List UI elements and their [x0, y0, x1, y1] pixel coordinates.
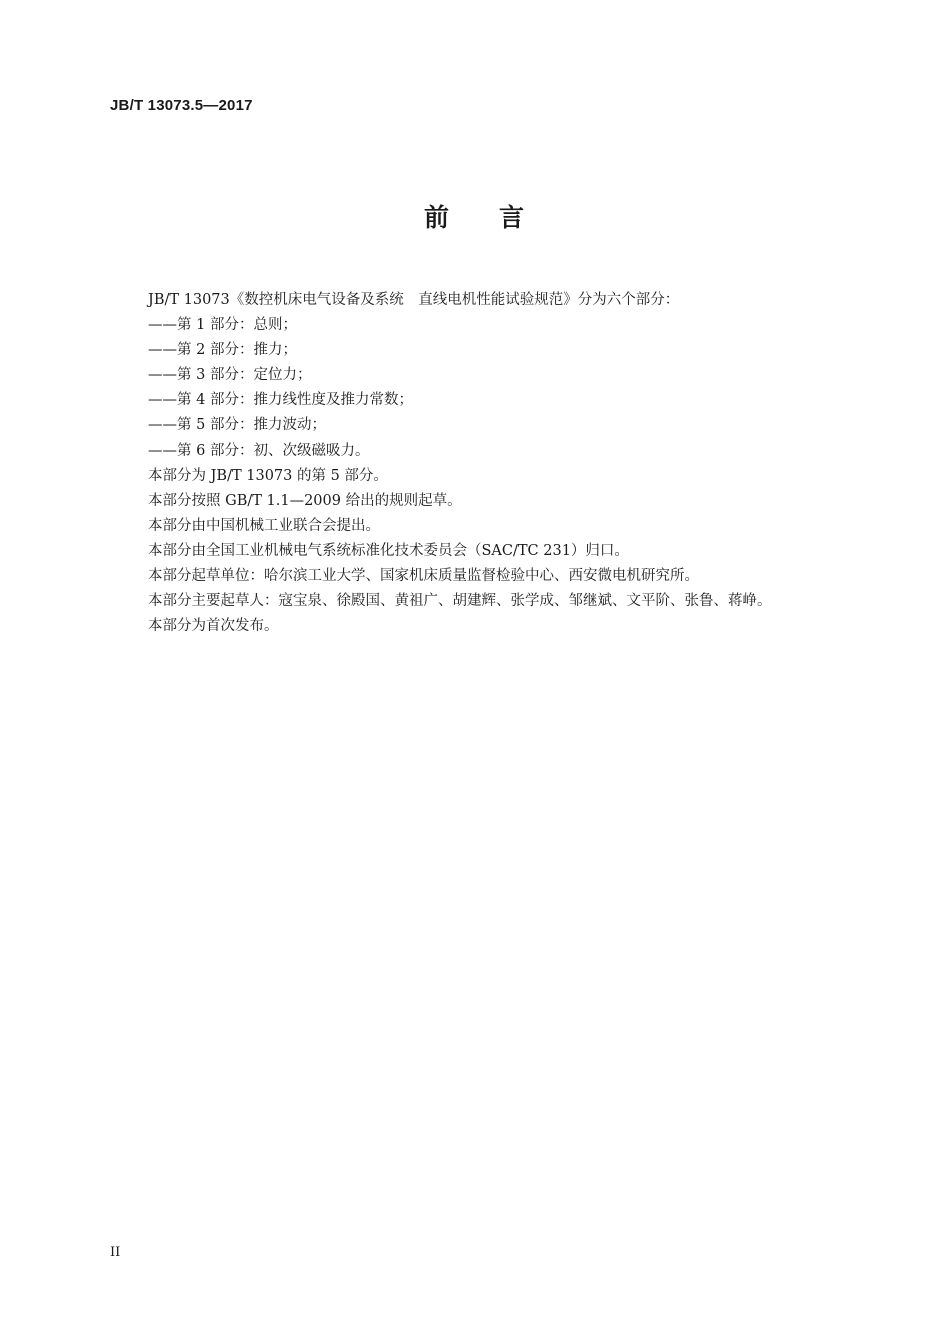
list-item: ——第 2 部分：推力； [148, 342, 297, 359]
list-item: ——第 5 部分：推力波动； [148, 417, 326, 434]
page-number: II [110, 1245, 121, 1260]
statement-drafting-rules: 本部分按照 GB/T 1.1—2009 给出的规则起草。 [148, 492, 462, 509]
standard-code: JB/T 13073.5—2017 [110, 97, 253, 114]
statement-drafting-units: 本部分起草单位：哈尔滨工业大学、国家机床质量监督检验中心、西安微电机研究所。 [148, 568, 699, 585]
list-item: ——第 6 部分：初、次级磁吸力。 [148, 442, 370, 459]
statement-drafters: 本部分主要起草人：寇宝泉、徐殿国、黄祖广、胡建辉、张学成、邹继斌、文平阶、张鲁、蒋峥。 [148, 593, 772, 610]
intro-line: JB/T 13073《数控机床电气设备及系统 直线电机性能试验规范》分为六个部分： [148, 292, 680, 308]
list-item: ——第 3 部分：定位力； [148, 367, 312, 384]
list-item: ——第 1 部分：总则； [148, 317, 297, 334]
list-item: ——第 4 部分：推力线性度及推力常数； [148, 392, 413, 409]
title-char-1: 前 [423, 203, 451, 232]
statement-first-release: 本部分为首次发布。 [148, 618, 279, 635]
title-char-2: 言 [499, 203, 527, 232]
page-title [0, 200, 950, 236]
statement-proposer: 本部分由中国机械工业联合会提出。 [148, 517, 380, 534]
statement-part-number: 本部分为 JB/T 13073 的第 5 部分。 [148, 467, 388, 484]
statement-committee: 本部分由全国工业机械电气系统标准化技术委员会（SAC/TC 231）归口。 [148, 542, 629, 559]
foreword-body [148, 288, 908, 639]
